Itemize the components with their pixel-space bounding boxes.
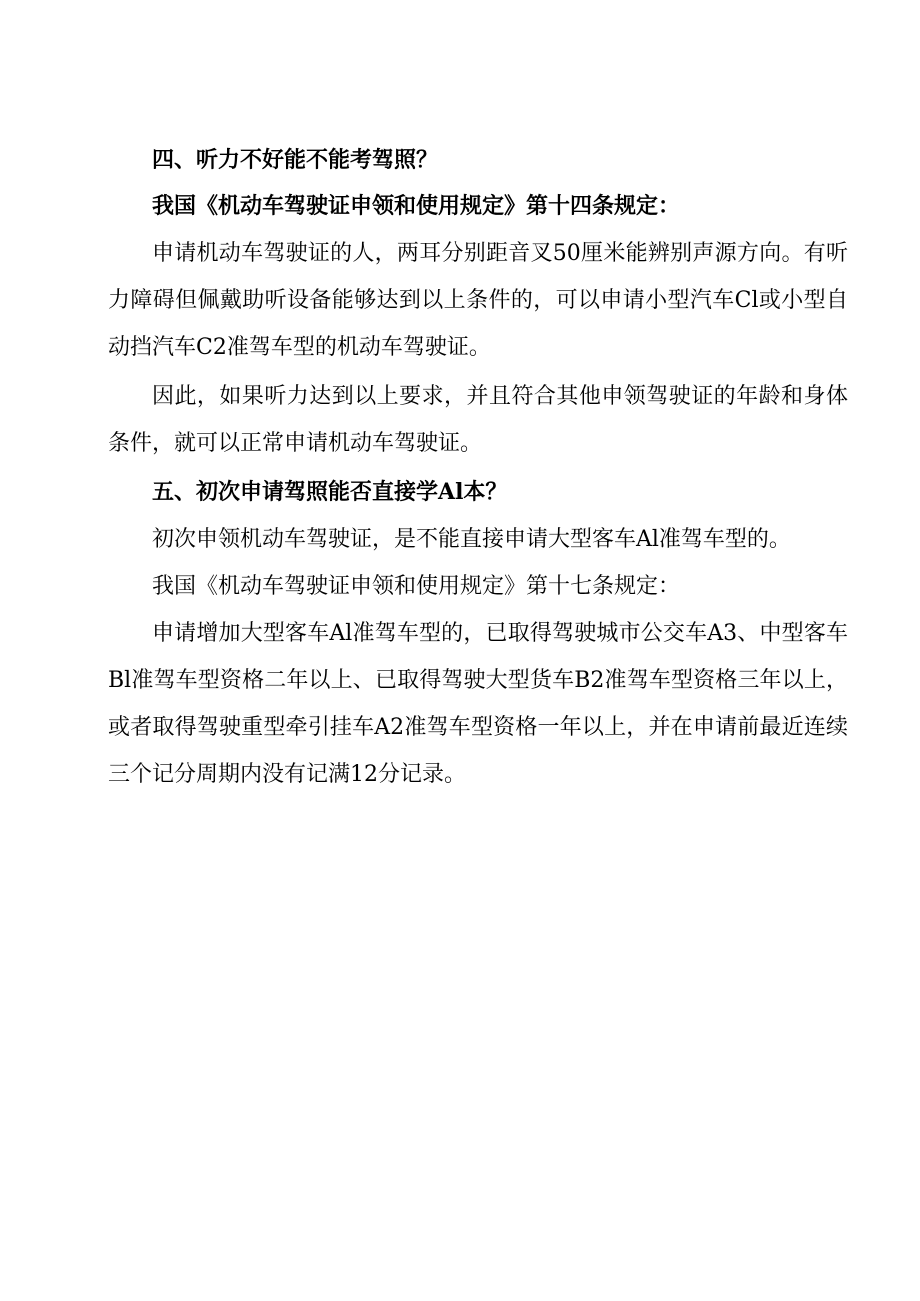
- a1-answer-paragraph: 初次申领机动车驾驶证，是不能直接申请大型客车Al准驾车型的。: [152, 527, 791, 552]
- regulation-article-14-body: 申请机动车驾驶证的人，两耳分别距音叉50厘米能辨别声源方向。有听力障碍但佩戴助听设备能够达到以上条件的，可以申请小型汽车Cl或小型自动挡汽车C2准驾车型的机动车驾驶证。: [108, 241, 848, 360]
- regulation-article-17-body: 申请增加大型客车Al准驾车型的，已取得驾驶城市公交车A3、中型客车Bl准驾车型资格二年以上、已取得驾驶大型货车B2准驾车型资格三年以上，或者取得驾驶重型牵引挂车A2准驾车型资格一年以上，并在申请前最近连续三个记分周期内没有记满12分记录。: [108, 621, 848, 787]
- section-heading-a1-license: 五、初次申请驾照能否直接学Al本？: [152, 479, 508, 505]
- regulation-article-14-title: 我国《机动车驾驶证申领和使用规定》第十四条规定：: [152, 193, 681, 219]
- regulation-article-17-title: 我国《机动车驾驶证申领和使用规定》第十七条规定：: [152, 574, 681, 599]
- section-heading-hearing: 四、听力不好能不能考驾照？: [152, 147, 439, 173]
- hearing-conclusion-paragraph: 因此，如果听力达到以上要求，并且符合其他申领驾驶证的年龄和身体条件，就可以正常申请机动车驾驶证。: [108, 384, 848, 456]
